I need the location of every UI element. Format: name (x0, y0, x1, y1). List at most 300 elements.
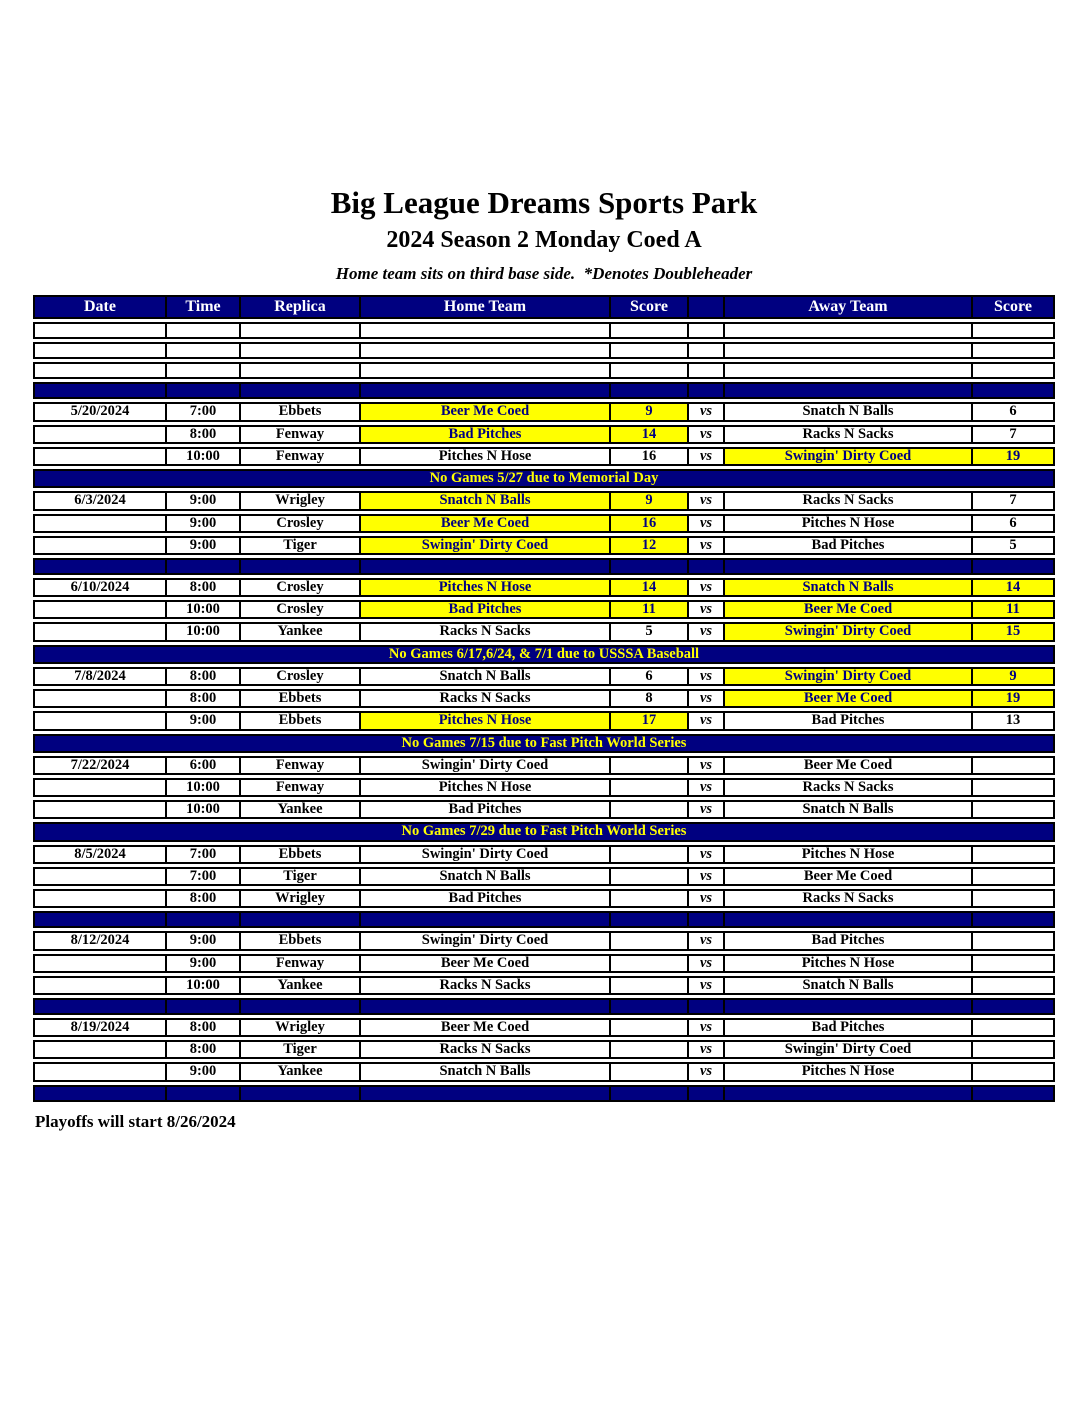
home-team-cell: Swingin' Dirty Coed (360, 536, 610, 555)
blank-cell (360, 342, 610, 359)
away-team-cell: Pitches N Hose (724, 1062, 972, 1081)
away-score-cell: 11 (972, 600, 1055, 619)
game-row (33, 800, 1055, 819)
away-team-cell: Pitches N Hose (724, 845, 972, 864)
replica-cell: Wrigley (240, 889, 360, 908)
time-cell: 8:00 (166, 578, 240, 597)
blank-row (33, 322, 1055, 339)
header-date: Date (33, 295, 166, 319)
spacer-cell (166, 558, 240, 575)
replica-cell: Ebbets (240, 931, 360, 950)
spacer-cell (688, 1085, 724, 1102)
time-cell: 10:00 (166, 800, 240, 819)
away-score-cell (972, 800, 1055, 819)
time-cell: 9:00 (166, 711, 240, 730)
game-row (33, 578, 1055, 597)
home-score-cell: 9 (610, 402, 688, 421)
time-cell: 6:00 (166, 756, 240, 775)
date-cell (33, 600, 166, 619)
spacer-cell (972, 558, 1055, 575)
home-team-cell: Racks N Sacks (360, 1040, 610, 1059)
home-score-cell (610, 778, 688, 797)
date-cell: 8/5/2024 (33, 845, 166, 864)
away-score-cell (972, 778, 1055, 797)
date-cell: 8/19/2024 (33, 1018, 166, 1037)
home-score-cell (610, 845, 688, 864)
vs-label: vs (688, 491, 724, 510)
no-games-banner: No Games 6/17,6/24, & 7/1 due to USSSA Baseball (33, 645, 1055, 664)
replica-cell: Fenway (240, 447, 360, 466)
game-row (33, 976, 1055, 995)
away-team-cell: Swingin' Dirty Coed (724, 622, 972, 641)
time-cell: 8:00 (166, 689, 240, 708)
away-team-cell: Swingin' Dirty Coed (724, 447, 972, 466)
time-cell: 9:00 (166, 954, 240, 973)
home-score-cell (610, 954, 688, 973)
vs-label: vs (688, 954, 724, 973)
game-row (33, 756, 1055, 775)
header-home-score: Score (610, 295, 688, 319)
blank-cell (33, 362, 166, 379)
vs-label: vs (688, 514, 724, 533)
spacer-row (33, 382, 1055, 399)
blank-cell (724, 342, 972, 359)
spacer-cell (360, 1085, 610, 1102)
spacer-cell (688, 382, 724, 399)
spacer-cell (33, 1085, 166, 1102)
spacer-cell (166, 1085, 240, 1102)
game-row (33, 600, 1055, 619)
away-score-cell: 7 (972, 425, 1055, 444)
game-row (33, 845, 1055, 864)
game-row (33, 536, 1055, 555)
blank-cell (724, 322, 972, 339)
spacer-cell (360, 911, 610, 928)
blank-cell (240, 322, 360, 339)
home-team-cell: Snatch N Balls (360, 1062, 610, 1081)
away-score-cell: 7 (972, 491, 1055, 510)
home-score-cell (610, 889, 688, 908)
date-cell: 6/3/2024 (33, 491, 166, 510)
spacer-cell (240, 558, 360, 575)
blank-cell (360, 322, 610, 339)
home-score-cell: 17 (610, 711, 688, 730)
spacer-cell (724, 911, 972, 928)
replica-cell: Fenway (240, 954, 360, 973)
schedule-table (33, 292, 1055, 1104)
replica-cell: Ebbets (240, 689, 360, 708)
home-team-cell: Swingin' Dirty Coed (360, 756, 610, 775)
date-cell (33, 1040, 166, 1059)
home-team-cell: Beer Me Coed (360, 514, 610, 533)
away-team-cell: Snatch N Balls (724, 976, 972, 995)
home-team-cell: Snatch N Balls (360, 667, 610, 686)
replica-cell: Yankee (240, 1062, 360, 1081)
away-score-cell: 15 (972, 622, 1055, 641)
time-cell: 7:00 (166, 845, 240, 864)
away-score-cell (972, 1062, 1055, 1081)
header-time: Time (166, 295, 240, 319)
vs-label: vs (688, 600, 724, 619)
game-row (33, 1018, 1055, 1037)
blank-cell (33, 322, 166, 339)
time-cell: 9:00 (166, 931, 240, 950)
spacer-cell (724, 998, 972, 1015)
game-row (33, 447, 1055, 466)
spacer-cell (610, 1085, 688, 1102)
header-replica: Replica (240, 295, 360, 319)
time-cell: 9:00 (166, 536, 240, 555)
replica-cell: Ebbets (240, 711, 360, 730)
date-cell (33, 425, 166, 444)
blank-cell (33, 342, 166, 359)
vs-label: vs (688, 756, 724, 775)
home-score-cell: 11 (610, 600, 688, 619)
away-score-cell (972, 756, 1055, 775)
home-team-cell: Racks N Sacks (360, 622, 610, 641)
spacer-cell (166, 382, 240, 399)
game-row (33, 689, 1055, 708)
home-team-note: Home team sits on third base side. *Denotes Doubleheader (335, 264, 753, 284)
spacer-cell (240, 998, 360, 1015)
no-games-banner: No Games 7/29 due to Fast Pitch World Series (33, 822, 1055, 841)
game-row (33, 867, 1055, 886)
spacer-cell (33, 382, 166, 399)
away-team-cell: Snatch N Balls (724, 578, 972, 597)
away-team-cell: Pitches N Hose (724, 954, 972, 973)
replica-cell: Crosley (240, 578, 360, 597)
date-cell (33, 778, 166, 797)
spacer-cell (972, 382, 1055, 399)
date-cell (33, 867, 166, 886)
game-row (33, 622, 1055, 641)
spacer-cell (33, 558, 166, 575)
date-cell: 5/20/2024 (33, 402, 166, 421)
away-score-cell (972, 1018, 1055, 1037)
replica-cell: Yankee (240, 800, 360, 819)
away-team-cell: Bad Pitches (724, 1018, 972, 1037)
game-row (33, 425, 1055, 444)
home-score-cell (610, 931, 688, 950)
blank-cell (688, 362, 724, 379)
time-cell: 10:00 (166, 600, 240, 619)
date-cell (33, 954, 166, 973)
spacer-cell (33, 911, 166, 928)
date-cell: 7/8/2024 (33, 667, 166, 686)
game-row (33, 954, 1055, 973)
header-vs (688, 295, 724, 319)
away-score-cell: 14 (972, 578, 1055, 597)
replica-cell: Crosley (240, 514, 360, 533)
away-team-cell: Snatch N Balls (724, 402, 972, 421)
vs-label: vs (688, 1062, 724, 1081)
date-cell (33, 447, 166, 466)
spacer-cell (610, 998, 688, 1015)
away-team-cell: Bad Pitches (724, 931, 972, 950)
game-row (33, 1040, 1055, 1059)
home-team-cell: Bad Pitches (360, 425, 610, 444)
away-team-cell: Swingin' Dirty Coed (724, 667, 972, 686)
game-row (33, 402, 1055, 421)
spacer-cell (166, 911, 240, 928)
spacer-cell (610, 911, 688, 928)
spacer-cell (240, 911, 360, 928)
blank-cell (166, 362, 240, 379)
away-team-cell: Pitches N Hose (724, 514, 972, 533)
spacer-cell (724, 382, 972, 399)
away-score-cell (972, 954, 1055, 973)
home-team-cell: Racks N Sacks (360, 976, 610, 995)
replica-cell: Crosley (240, 600, 360, 619)
away-score-cell: 5 (972, 536, 1055, 555)
replica-cell: Wrigley (240, 1018, 360, 1037)
home-score-cell (610, 1062, 688, 1081)
time-cell: 9:00 (166, 514, 240, 533)
vs-label: vs (688, 845, 724, 864)
home-score-cell (610, 1040, 688, 1059)
spacer-cell (724, 1085, 972, 1102)
vs-label: vs (688, 889, 724, 908)
time-cell: 8:00 (166, 1018, 240, 1037)
blank-cell (972, 362, 1055, 379)
game-row (33, 491, 1055, 510)
replica-cell: Fenway (240, 425, 360, 444)
time-cell: 8:00 (166, 889, 240, 908)
spacer-row (33, 998, 1055, 1015)
home-score-cell: 9 (610, 491, 688, 510)
date-cell (33, 976, 166, 995)
home-team-cell: Pitches N Hose (360, 578, 610, 597)
header-row (33, 295, 1055, 319)
away-score-cell (972, 845, 1055, 864)
home-team-cell: Pitches N Hose (360, 447, 610, 466)
spacer-cell (688, 558, 724, 575)
date-cell: 6/10/2024 (33, 578, 166, 597)
date-cell (33, 1062, 166, 1081)
time-cell: 8:00 (166, 1040, 240, 1059)
spacer-cell (972, 998, 1055, 1015)
home-score-cell (610, 976, 688, 995)
game-row (33, 778, 1055, 797)
blank-cell (610, 362, 688, 379)
vs-label: vs (688, 447, 724, 466)
blank-cell (688, 342, 724, 359)
game-row (33, 711, 1055, 730)
vs-label: vs (688, 667, 724, 686)
away-team-cell: Racks N Sacks (724, 425, 972, 444)
banner-row (33, 645, 1055, 664)
date-cell: 7/22/2024 (33, 756, 166, 775)
spacer-cell (724, 558, 972, 575)
date-cell (33, 536, 166, 555)
away-team-cell: Snatch N Balls (724, 800, 972, 819)
blank-cell (610, 322, 688, 339)
blank-row (33, 342, 1055, 359)
away-team-cell: Bad Pitches (724, 711, 972, 730)
home-score-cell (610, 756, 688, 775)
home-team-cell: Snatch N Balls (360, 867, 610, 886)
home-score-cell: 6 (610, 667, 688, 686)
home-team-cell: Beer Me Coed (360, 1018, 610, 1037)
game-row (33, 667, 1055, 686)
replica-cell: Yankee (240, 976, 360, 995)
vs-label: vs (688, 867, 724, 886)
home-score-cell: 12 (610, 536, 688, 555)
home-score-cell: 14 (610, 425, 688, 444)
away-team-cell: Beer Me Coed (724, 689, 972, 708)
spacer-cell (972, 1085, 1055, 1102)
away-team-cell: Beer Me Coed (724, 600, 972, 619)
time-cell: 8:00 (166, 667, 240, 686)
blank-cell (972, 322, 1055, 339)
date-cell (33, 689, 166, 708)
home-team-cell: Swingin' Dirty Coed (360, 845, 610, 864)
replica-cell: Fenway (240, 756, 360, 775)
home-score-cell: 16 (610, 514, 688, 533)
home-team-cell: Racks N Sacks (360, 689, 610, 708)
blank-cell (724, 362, 972, 379)
time-cell: 10:00 (166, 976, 240, 995)
home-score-cell (610, 800, 688, 819)
away-team-cell: Bad Pitches (724, 536, 972, 555)
replica-cell: Wrigley (240, 491, 360, 510)
blank-cell (240, 362, 360, 379)
spacer-cell (972, 911, 1055, 928)
away-team-cell: Swingin' Dirty Coed (724, 1040, 972, 1059)
spacer-row (33, 911, 1055, 928)
replica-cell: Crosley (240, 667, 360, 686)
time-cell: 9:00 (166, 1062, 240, 1081)
game-row (33, 931, 1055, 950)
page-subtitle: 2024 Season 2 Monday Coed A (386, 227, 702, 254)
time-cell: 10:00 (166, 447, 240, 466)
date-cell (33, 711, 166, 730)
blank-row (33, 362, 1055, 379)
header-home-team: Home Team (360, 295, 610, 319)
home-team-cell: Bad Pitches (360, 800, 610, 819)
spacer-cell (688, 911, 724, 928)
replica-cell: Tiger (240, 1040, 360, 1059)
home-team-cell: Bad Pitches (360, 600, 610, 619)
banner-row (33, 822, 1055, 841)
vs-label: vs (688, 976, 724, 995)
home-team-cell: Pitches N Hose (360, 711, 610, 730)
away-score-cell (972, 931, 1055, 950)
spacer-cell (240, 382, 360, 399)
blank-cell (166, 342, 240, 359)
home-score-cell: 16 (610, 447, 688, 466)
time-cell: 10:00 (166, 622, 240, 641)
home-score-cell: 8 (610, 689, 688, 708)
blank-cell (360, 362, 610, 379)
spacer-cell (33, 998, 166, 1015)
game-row (33, 514, 1055, 533)
banner-row (33, 469, 1055, 488)
blank-cell (240, 342, 360, 359)
time-cell: 7:00 (166, 867, 240, 886)
away-score-cell: 6 (972, 402, 1055, 421)
away-score-cell: 9 (972, 667, 1055, 686)
away-team-cell: Beer Me Coed (724, 756, 972, 775)
spacer-row (33, 558, 1055, 575)
spacer-cell (360, 558, 610, 575)
replica-cell: Ebbets (240, 402, 360, 421)
vs-label: vs (688, 578, 724, 597)
spacer-cell (610, 382, 688, 399)
away-score-cell: 6 (972, 514, 1055, 533)
playoffs-note: Playoffs will start 8/26/2024 (35, 1111, 236, 1131)
spacer-cell (688, 998, 724, 1015)
vs-label: vs (688, 622, 724, 641)
vs-label: vs (688, 800, 724, 819)
home-team-cell: Beer Me Coed (360, 954, 610, 973)
vs-label: vs (688, 1018, 724, 1037)
away-score-cell (972, 1040, 1055, 1059)
blank-cell (166, 322, 240, 339)
header-away-team: Away Team (724, 295, 972, 319)
home-score-cell: 5 (610, 622, 688, 641)
away-score-cell (972, 976, 1055, 995)
banner-row (33, 734, 1055, 753)
time-cell: 9:00 (166, 491, 240, 510)
away-score-cell (972, 889, 1055, 908)
date-cell (33, 889, 166, 908)
home-score-cell (610, 1018, 688, 1037)
vs-label: vs (688, 402, 724, 421)
blank-cell (972, 342, 1055, 359)
home-score-cell (610, 867, 688, 886)
spacer-cell (610, 558, 688, 575)
spacer-cell (240, 1085, 360, 1102)
game-row (33, 889, 1055, 908)
home-team-cell: Snatch N Balls (360, 491, 610, 510)
spacer-row (33, 1085, 1055, 1102)
date-cell (33, 800, 166, 819)
replica-cell: Ebbets (240, 845, 360, 864)
vs-label: vs (688, 931, 724, 950)
date-cell (33, 514, 166, 533)
away-score-cell: 19 (972, 689, 1055, 708)
game-row (33, 1062, 1055, 1081)
date-cell: 8/12/2024 (33, 931, 166, 950)
vs-label: vs (688, 778, 724, 797)
page-title: Big League Dreams Sports Park (330, 185, 758, 220)
spacer-cell (360, 382, 610, 399)
time-cell: 10:00 (166, 778, 240, 797)
away-team-cell: Racks N Sacks (724, 889, 972, 908)
replica-cell: Yankee (240, 622, 360, 641)
home-score-cell: 14 (610, 578, 688, 597)
header-away-score: Score (972, 295, 1055, 319)
away-score-cell: 19 (972, 447, 1055, 466)
home-team-cell: Pitches N Hose (360, 778, 610, 797)
vs-label: vs (688, 425, 724, 444)
replica-cell: Tiger (240, 867, 360, 886)
no-games-banner: No Games 5/27 due to Memorial Day (33, 469, 1055, 488)
away-team-cell: Beer Me Coed (724, 867, 972, 886)
home-team-cell: Swingin' Dirty Coed (360, 931, 610, 950)
vs-label: vs (688, 1040, 724, 1059)
blank-cell (610, 342, 688, 359)
spacer-cell (166, 998, 240, 1015)
blank-cell (688, 322, 724, 339)
away-score-cell (972, 867, 1055, 886)
away-team-cell: Racks N Sacks (724, 491, 972, 510)
home-team-cell: Beer Me Coed (360, 402, 610, 421)
vs-label: vs (688, 536, 724, 555)
time-cell: 7:00 (166, 402, 240, 421)
spacer-cell (360, 998, 610, 1015)
